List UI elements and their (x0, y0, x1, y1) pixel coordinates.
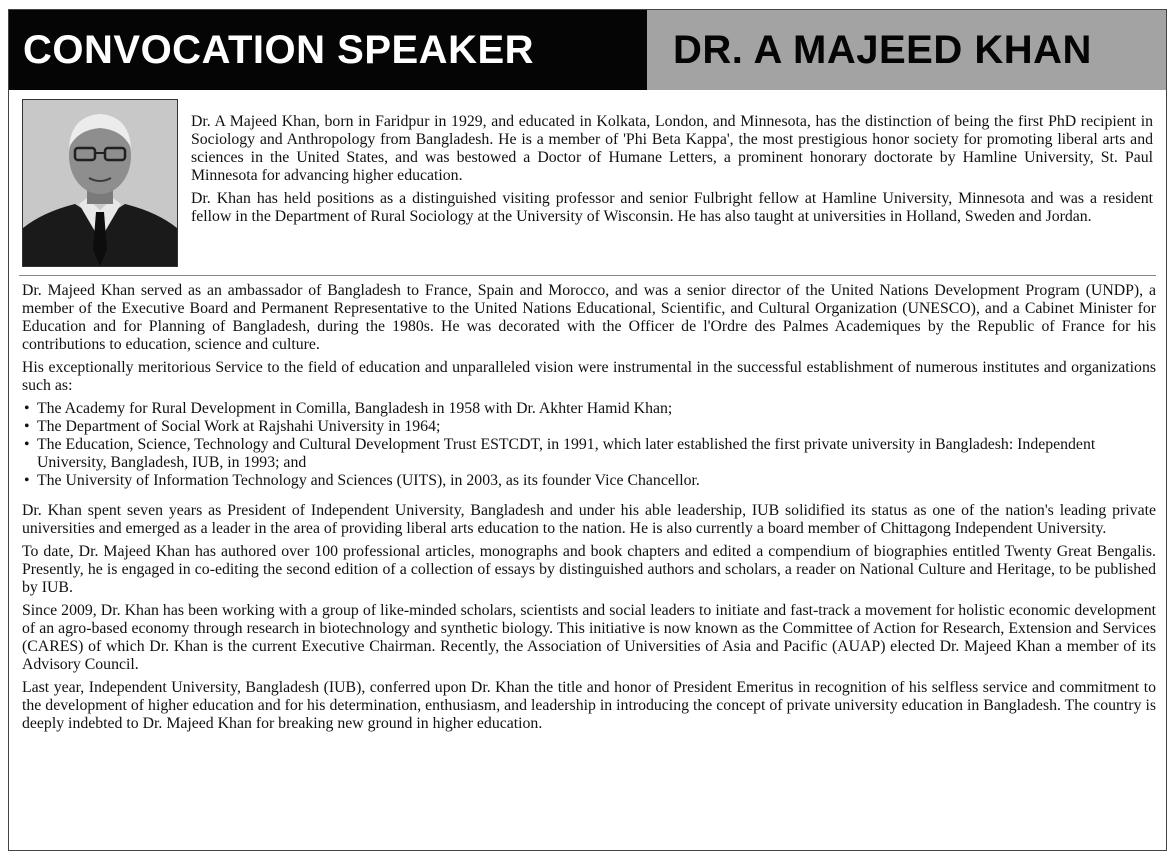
article-page (8, 9, 1167, 851)
intro-paragraph: Dr. A Majeed Khan, born in Faridpur in 1929, and educated in Kolkata, London, and Minnesota, has the distinction of being the first PhD recipient in Sociology and Anthropology from Bangladesh. He is a member of 'Phi Beta Kappa', the most prestigious honor society for promoting liberal arts and sciences in the United States, and was bestowed a Doctor of Humane Letters, a prominent honorary doctorate by Hamline University, St. Paul Minnesota for advancing higher education. (191, 113, 1153, 184)
body-section (22, 282, 1156, 738)
institutions-list (22, 400, 1156, 490)
body-paragraph: Since 2009, Dr. Khan has been working with a group of like-minded scholars, scientists and social leaders to initiate and fast-track a movement for holistic economic development of an agro-based economy through research in biotechnology and synthetic biology. This initiative is now known as the Committee of Action for Research, Extension and Services (CARES) of which Dr. Khan is the current Executive Chairman. Recently, the Association of Universities of Asia and Pacific (AUAP) elected Dr. Majeed Khan a member of its Advisory Council. (22, 602, 1156, 673)
header-left-title: CONVOCATION SPEAKER (9, 10, 647, 90)
intro-section (191, 113, 1153, 231)
list-item: • The Education, Science, Technology and Cultural Development Trust ESTCDT, in 1991, which later established the first private university in Bangladesh: Independent University, Bangladesh, IUB, in 1993; and (22, 436, 1156, 472)
portrait-illustration (23, 100, 177, 266)
body-paragraph: To date, Dr. Majeed Khan has authored over 100 professional articles, monographs and book chapters and edited a compendium of biographies entitled Twenty Great Bengalis. Presently, he is engaged in co-editing the second edition of a collection of essays by distinguished authors and scholars, a reader on National Culture and Heritage, to be published by IUB. (22, 543, 1156, 596)
body-paragraph: His exceptionally meritorious Service to the field of education and unparalleled vision were instrumental in the successful establishment of numerous institutes and organizations such as: (22, 359, 1156, 394)
list-item: • The Academy for Rural Development in Comilla, Bangladesh in 1958 with Dr. Akhter Hamid Khan; (22, 400, 1156, 418)
list-item: • The Department of Social Work at Rajshahi University in 1964; (22, 418, 1156, 436)
portrait-photo (22, 99, 178, 267)
header-right-title: DR. A MAJEED KHAN (647, 10, 1166, 90)
body-paragraph: Last year, Independent University, Bangladesh (IUB), conferred upon Dr. Khan the title and honor of President Emeritus in recognition of his selfless service and commitment to the development of higher education and for his determination, enthusiasm, and leadership in introducing the concept of private university education in Bangladesh. The country is deeply indebted to Dr. Majeed Khan for breaking new ground in higher education. (22, 679, 1156, 732)
intro-paragraph: Dr. Khan has held positions as a distinguished visiting professor and senior Fulbright fellow at Hamline University, Minnesota and was a resident fellow in the Department of Rural Sociology at the University of Wisconsin. He has also taught at universities in Holland, Sweden and Jordan. (191, 190, 1153, 225)
body-paragraph: Dr. Khan spent seven years as President of Independent University, Bangladesh and under his able leadership, IUB solidified its status as one of the nation's leading private universities and emerged as a leader in the area of providing liberal arts education to the nation. He is also currently a board member of Chittagong Independent University. (22, 502, 1156, 537)
list-item: • The University of Information Technology and Sciences (UITS), in 2003, as its founder Vice Chancellor. (22, 472, 1156, 490)
header-banner (9, 10, 1166, 90)
section-divider (19, 275, 1156, 276)
body-paragraph: Dr. Majeed Khan served as an ambassador of Bangladesh to France, Spain and Morocco, and was a senior director of the United Nations Development Program (UNDP), a member of the Executive Board and Permanent Representative to the United Nations Educational, Scientific, and Cultural Organization (UNESCO), and a Cabinet Minister for Education and for Planning of Bangladesh, during the 1980s. He was decorated with the Officer de l'Ordre des Palmes Academiques by the Republic of France for his contributions to education, science and culture. (22, 282, 1156, 353)
